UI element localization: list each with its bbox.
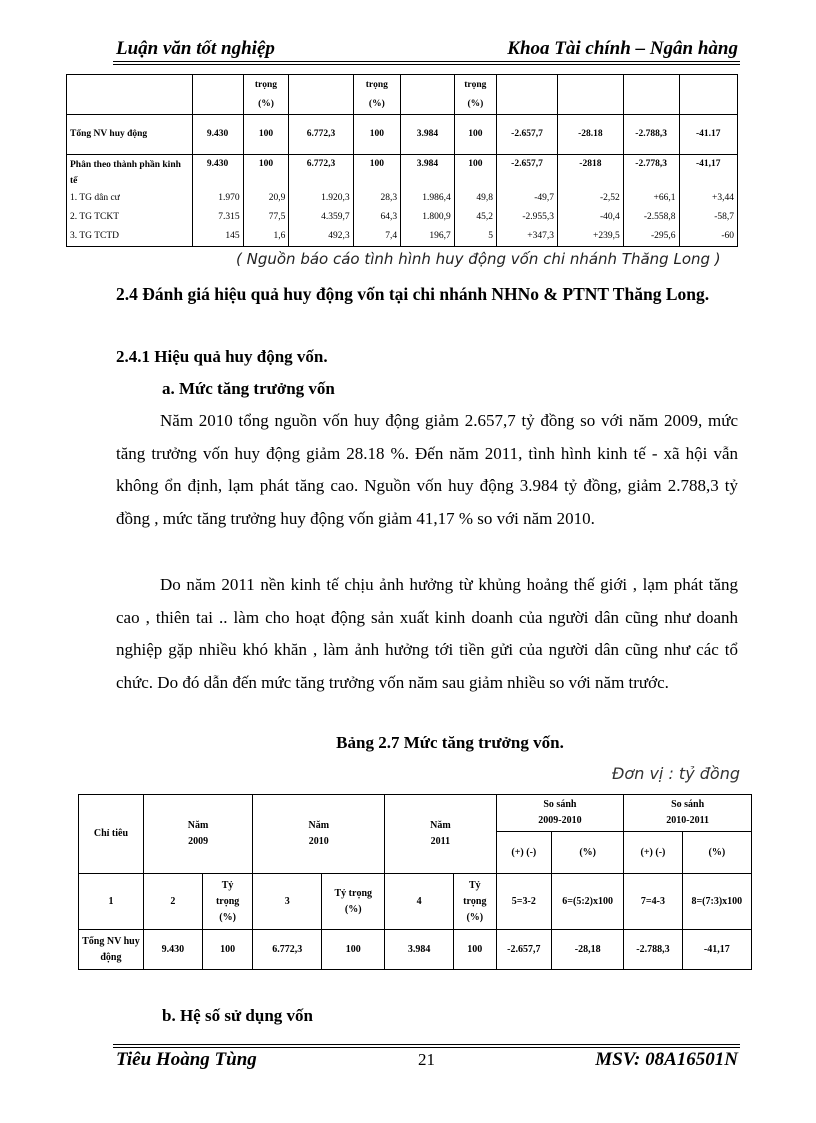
section-heading-2-4: 2.4 Đánh giá hiệu quả huy động vốn tại chi nhánh NHNo & PTNT Thăng Long. (116, 284, 710, 304)
cell: 5 (454, 227, 496, 247)
table-row (79, 930, 752, 970)
col-2009: Năm 2009 (143, 795, 252, 874)
t1-row-label: 3. TG TCTD (67, 227, 193, 247)
cell: 6.772,3 (289, 155, 353, 190)
cell: 9.430 (192, 155, 243, 190)
row-label: Tổng NV huy động (79, 930, 144, 970)
table-row (67, 189, 738, 208)
cell: 145 (192, 227, 243, 247)
col-2011: Năm 2011 (385, 795, 496, 874)
table-1-head-row (67, 75, 738, 115)
cell: Tỷ trọng (%) (322, 874, 385, 930)
cell: 4 (385, 874, 454, 930)
cell: 1.800,9 (401, 208, 455, 227)
cell: 3 (253, 874, 322, 930)
cell: 77,5 (243, 208, 289, 227)
col-compare-1: So sánh 2009-2010 (496, 795, 624, 832)
t1-head-c4: trọng (%) (353, 75, 401, 115)
cell: +3,44 (679, 189, 738, 208)
table-row (67, 208, 738, 227)
table-row (67, 155, 738, 190)
cell: 100 (243, 115, 289, 155)
header-right: Khoa Tài chính – Ngân hàng (507, 38, 738, 59)
cell: -41,17 (682, 930, 751, 970)
col-pct: (%) (552, 832, 624, 874)
cell: -41,17 (679, 155, 738, 190)
cell: -2818 (558, 155, 624, 190)
paragraph-2: Do năm 2011 nền kinh tế chịu ảnh hưởng từ khủng hoảng thế giới , lạm phát tăng cao , thiên tai .. làm cho hoạt động sản xuất kinh doanh của người dân cũng như doanh nghiệp gặp nhiều khó khăn , làm ảnh hưởng tới tiền gửi của người dân cũng như các tổ chức. Do đó dẫn đến mức tăng trưởng vốn năm sau giảm nhiều so với năm trước. (116, 575, 738, 692)
cell: 100 (454, 155, 496, 190)
col-chi-tieu: Chỉ tiêu (79, 795, 144, 874)
cell: -58,7 (679, 208, 738, 227)
t1-row-label: 2. TG TCKT (67, 208, 193, 227)
table-row (67, 227, 738, 247)
header-rule (113, 61, 740, 62)
footer-rule (113, 1044, 740, 1045)
col-pm: (+) (-) (624, 832, 682, 874)
col-pct: (%) (682, 832, 751, 874)
table-2-7 (78, 794, 752, 970)
cell: 100 (353, 115, 401, 155)
cell: 2 (143, 874, 202, 930)
t1-row-label: Tổng NV huy động (67, 115, 193, 155)
header-rule-2 (113, 64, 740, 65)
cell: +347,3 (496, 227, 557, 247)
header-left: Luận văn tốt nghiệp (116, 38, 275, 59)
cell: -2.558,8 (623, 208, 679, 227)
cell: -2.657,7 (496, 930, 551, 970)
cell: Tỷ trọng (%) (202, 874, 252, 930)
cell: 8=(7:3)x100 (682, 874, 751, 930)
cell: 100 (353, 155, 401, 190)
footer-student-id: MSV: 08A16501N (595, 1049, 738, 1070)
cell: 6.772,3 (253, 930, 322, 970)
section-heading-2-4-1: 2.4.1 Hiệu quả huy động vốn. (116, 347, 328, 366)
cell: 100 (243, 155, 289, 190)
cell: 4.359,7 (289, 208, 353, 227)
col-compare-2: So sánh 2010-2011 (624, 795, 752, 832)
col-pm: (+) (-) (496, 832, 551, 874)
t1-head-c6: trọng (%) (454, 75, 496, 115)
cell: -40,4 (558, 208, 624, 227)
cell: 3.984 (401, 155, 455, 190)
cell: 20,9 (243, 189, 289, 208)
t1-row-label: 1. TG dân cư (67, 189, 193, 208)
cell: 196,7 (401, 227, 455, 247)
cell: -2.657,7 (496, 155, 557, 190)
cell: 1,6 (243, 227, 289, 247)
source-note: ( Nguồn báo cáo tình hình huy động vốn chi nhánh Thăng Long ) (236, 250, 721, 268)
cell: -2.955,3 (496, 208, 557, 227)
footer-author: Tiêu Hoàng Tùng (116, 1049, 257, 1070)
page-number: 21 (418, 1050, 435, 1069)
cell: 1 (79, 874, 144, 930)
cell: 100 (322, 930, 385, 970)
cell: 9.430 (192, 115, 243, 155)
cell: +66,1 (623, 189, 679, 208)
subheading-a: a. Mức tăng trưởng vốn (162, 379, 335, 398)
cell: -295,6 (623, 227, 679, 247)
cell: 1.970 (192, 189, 243, 208)
index-row (79, 874, 752, 930)
cell: 5=3-2 (496, 874, 551, 930)
cell: 49,8 (454, 189, 496, 208)
cell: -2.778,3 (623, 155, 679, 190)
cell: 7=4-3 (624, 874, 682, 930)
t1-row-label: Phân theo thành phần kinh tế (67, 155, 193, 190)
cell: -60 (679, 227, 738, 247)
table-row (67, 115, 738, 155)
cell: -2.788,3 (623, 115, 679, 155)
cell: -41.17 (679, 115, 738, 155)
unit-label: Đơn vị : tỷ đồng (612, 764, 740, 783)
cell: +239,5 (558, 227, 624, 247)
cell: 100 (454, 930, 497, 970)
cell: 6.772,3 (289, 115, 353, 155)
table-1 (66, 74, 738, 247)
cell: 100 (454, 115, 496, 155)
cell: 7.315 (192, 208, 243, 227)
cell: 100 (202, 930, 252, 970)
col-2010: Năm 2010 (253, 795, 385, 874)
cell: 3.984 (385, 930, 454, 970)
footer-rule-2 (113, 1047, 740, 1048)
cell: 3.984 (401, 115, 455, 155)
subheading-b: b. Hệ số sử dụng vốn (162, 1006, 313, 1025)
cell: 28,3 (353, 189, 401, 208)
cell: -2.657,7 (496, 115, 557, 155)
table-title: Bảng 2.7 Mức tăng trưởng vốn. (336, 733, 564, 752)
cell: 7,4 (353, 227, 401, 247)
cell: -49,7 (496, 189, 557, 208)
cell: 64,3 (353, 208, 401, 227)
t1-head-c2: trọng (%) (243, 75, 289, 115)
cell: 6=(5:2)x100 (552, 874, 624, 930)
cell: 9.430 (143, 930, 202, 970)
cell: -28.18 (558, 115, 624, 155)
cell: -2,52 (558, 189, 624, 208)
paragraph-1: Năm 2010 tổng nguồn vốn huy động giảm 2.657,7 tỷ đồng so với năm 2009, mức tăng trưởng vốn huy động giảm 28.18 %. Đến năm 2011, tình hình kinh tế - xã hội vẫn không ổn định, lạm phát tăng cao. Nguồn vốn huy động 3.984 tỷ đồng, giảm 2.788,3 tỷ đồng , mức tăng trưởng huy động vốn giảm 41,17 % so với năm 2010. (116, 411, 738, 528)
cell: -28,18 (552, 930, 624, 970)
cell: Tỷ trọng (%) (454, 874, 497, 930)
cell: 45,2 (454, 208, 496, 227)
cell: 1.986,4 (401, 189, 455, 208)
cell: 1.920,3 (289, 189, 353, 208)
cell: 492,3 (289, 227, 353, 247)
cell: -2.788,3 (624, 930, 682, 970)
